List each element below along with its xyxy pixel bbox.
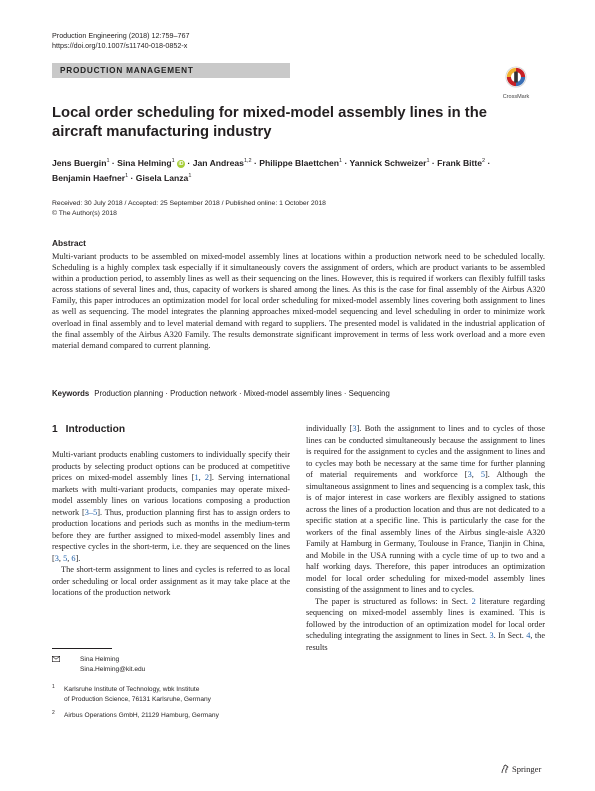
citation-link[interactable]: 3	[352, 424, 357, 433]
section-title: Introduction	[65, 424, 126, 435]
author[interactable]: Benjamin Haefner$^1$	[52, 172, 129, 183]
affiliation-number: 1	[52, 684, 55, 690]
abstract-heading: Abstract	[52, 238, 86, 248]
author[interactable]: Yannick Schweizer$^1$	[349, 157, 430, 168]
contact-name: Sina Helming	[80, 656, 120, 663]
section-number: 1	[52, 424, 58, 435]
publication-dates	[52, 199, 326, 219]
springer-horse-icon	[500, 764, 510, 774]
paper-title: Local order scheduling for mixed-model assembly lines in the aircraft manufacturing industry	[52, 105, 487, 140]
citation-link[interactable]: 3	[54, 553, 59, 563]
orcid-icon[interactable]: iD	[178, 160, 184, 167]
citation-link[interactable]: 5	[480, 470, 486, 479]
crossmark-icon	[505, 66, 527, 88]
paragraph: The short-term assignment to lines and cycles is referred to as local order scheduling or local order assignment as it may take place at the locations of the production network	[52, 565, 290, 597]
affiliation-number: 2	[52, 710, 55, 716]
crossmark-label: CrossMark	[502, 94, 530, 100]
section-link[interactable]: 4	[526, 631, 531, 640]
author[interactable]: Frank Bitte$^2$	[437, 157, 486, 168]
citation-link[interactable]: 3	[467, 470, 472, 479]
paragraph: Multi-variant products enabling customers to individually specify their products by selecting product options can be produced at competitive prices on mixed-model assembly lines [1, 2]. Serving international markets with multi-variant products, companies may operate mixed-model assembly lines on various locations composing a production network [3–5]. Thus, production planning first has to assign orders to production locations and periods such as months in the medium-term before they are further assigned to mixed-model assembly lines and respective cycles in the short-term, i.e. they are sequenced on the lines [3, 5, 6].	[52, 450, 290, 563]
section-banner: PRODUCTION MANAGEMENT	[52, 63, 290, 78]
journal-doi[interactable]: https://doi.org/10.1007/s11740-018-0852-x	[52, 41, 188, 50]
copyright-line: © The Author(s) 2018	[52, 210, 117, 217]
publisher-name: Springer	[512, 764, 542, 774]
crossmark-badge[interactable]	[486, 66, 546, 102]
affiliation-line: of Production Science, 76131 Karlsruhe, Germany	[64, 695, 211, 703]
author[interactable]: Jens Buergin$^1$	[52, 157, 110, 168]
author[interactable]: Philippe Blaettchen$^1$	[259, 157, 343, 168]
affiliation-line: Karlsruhe Institute of Technology, wbk Institute	[64, 686, 200, 693]
author[interactable]: Jan Andreas$^{1,2}$	[192, 157, 252, 168]
keywords-text: Production planning · Production network · Mixed-model assembly lines · Sequencing	[94, 389, 390, 398]
author-list: Jens Buergin$^1$ · Sina Helming$^1$ iD · Jan Andreas$^{1,2}$ · Philippe Blaettchen$^1$ · Yannick Schweizer$^1$ · Frank Bitte$^2$ · Benjamin Haefner$^1$ · Gisela Lanza$^1$	[52, 157, 491, 183]
citation-link[interactable]: 5	[63, 553, 68, 563]
body-column-right	[306, 423, 545, 653]
dates-line: Received: 30 July 2018 / Accepted: 25 September 2018 / Published online: 1 October 2018	[52, 200, 326, 207]
journal-citation: Production Engineering (2018) 12:759–767	[52, 31, 190, 40]
contact-email[interactable]: Sina.Helming@kit.edu	[80, 665, 146, 673]
citation-link[interactable]: 2	[204, 473, 210, 482]
author[interactable]: Gisela Lanza$^1$	[135, 172, 192, 183]
citation-link[interactable]: 6	[71, 553, 76, 563]
section-link[interactable]: 2	[471, 596, 476, 606]
citation-link[interactable]: 3–5	[84, 507, 98, 517]
journal-header	[52, 31, 189, 51]
footnote-divider	[52, 648, 112, 649]
body-column-left	[52, 449, 290, 599]
citation-link[interactable]: 1	[194, 473, 199, 482]
abstract-text: Multi-variant products to be assembled on mixed-model assembly lines at locations within a production network need to be scheduled locally. Scheduling is a highly complex task especially if it simultaneously covers the assignment of orders, which are product variants to be assembled within a production period, to assembly lines as well as their sequencing on the lines. However, this is required if workers can flexibly fulfill tasks across stations of several lines and, thus, capacity of workers is shared among the lines. As this is the case for final assembly of the Airbus A320 Family, this paper introduces an optimization model for local order scheduling for mixed-model assembly lines covering both assignment to lines as well as sequencing. The model integrates the planning approaches mixed-model sequencing and level scheduling in order to minimize work overload in final assembly and to level material demand with regard to suppliers. The presented model is validated in the industrial application of the final assembly of the Airbus A320 Family. The results demonstrate significant improvement in terms of less work overload and a more even material demand compared to current planning.	[52, 252, 545, 350]
affiliation-line: Airbus Operations GmbH, 21129 Hamburg, Germany	[64, 712, 219, 719]
envelope-icon	[52, 656, 60, 662]
author[interactable]: Sina Helming$^1$ iD	[117, 157, 184, 168]
keywords-label: Keywords	[52, 389, 90, 398]
publisher-logo[interactable]	[500, 764, 541, 774]
section-link[interactable]: 3	[489, 631, 494, 640]
section-heading	[52, 424, 125, 435]
paragraph: individually [3]. Both the assignment to lines and to cycles of those lines can be conducted simultaneously because the assignment to lines is required for the assignment to cycles and the assignment to lines and to cycles may both be necessary at the same time for further planning of material requirements and workforce [3, 5]. Although the simultaneous assignment to lines and sequencing is a complex task, this is of major interest in case workers are flexibly assigned to stations across the lines of a production location and thus are not dedicated to a specific station at a specific line. This is particularly the case for the workers of the final assembly lines of the Airbus single-aisle A320 Family at Hamburg in Germany, Toulouse in France, Tianjin in China, and Mobile in the USA running with a cycle time of up to two and a half working days. Therefore, this paper introduces an optimization model for local order scheduling for mixed-model assembly lines consisting of the assignment to lines and to cycles.	[306, 424, 546, 594]
paragraph: The paper is structured as follows: in Sect. 2 literature regarding sequencing on mixed-model assembly lines is examined. This is followed by the introduction of an optimization model for local order scheduling integrating the assignment to lines in Sect. 3. In Sect. 4, the results	[306, 596, 546, 652]
keywords	[52, 389, 545, 398]
